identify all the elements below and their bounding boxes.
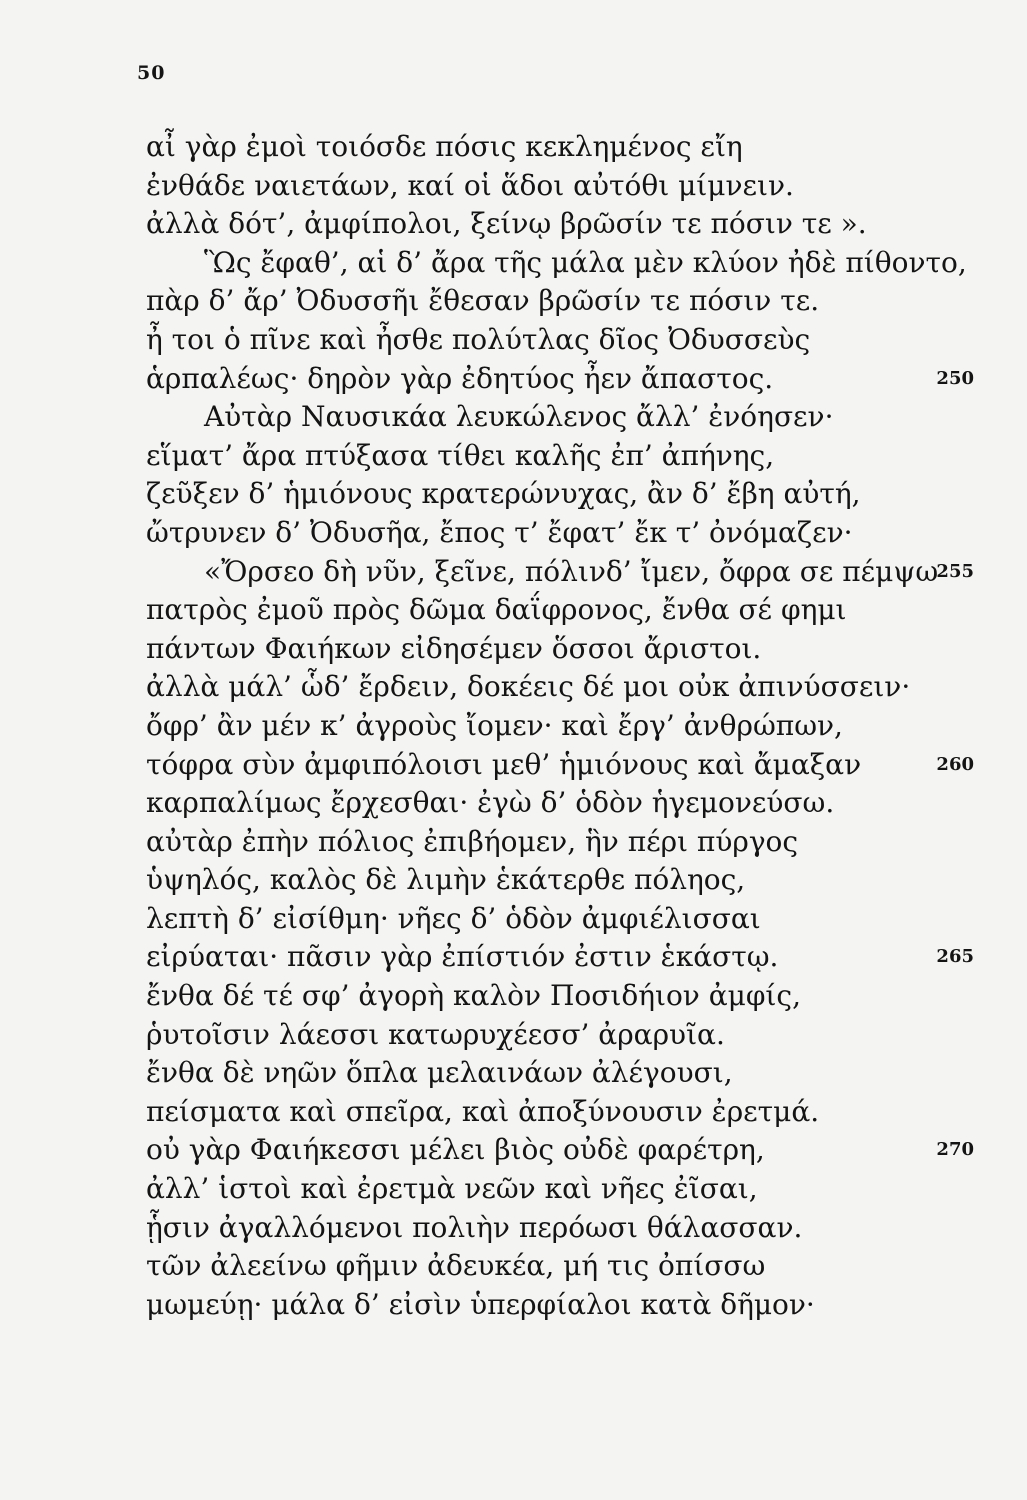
verse-text: πατρὸς ἐμοῦ πρὸς δῶμα δαΐφρονος, ἔνθα σέ φημι [146,593,847,627]
line-number: 255 [936,560,974,582]
verse-line [134,707,974,746]
verse-line [134,398,974,437]
verse-line [134,938,974,977]
line-number: 270 [936,1139,974,1161]
verse-text: οὐ γὰρ Φαιήκεσσι μέλει βιὸς οὐδὲ φαρέτρη, [146,1133,765,1167]
verse-text: Ὣς ἔφαθ’, αἱ δ’ ἄρα τῆς μάλα μὲν κλύον ἠδὲ πίθοντο, [204,245,967,279]
line-number: 260 [936,753,974,775]
verse-text: μωμεύῃ· μάλα δ’ εἰσὶν ὑπερφίαλοι κατὰ δῆμον· [146,1287,815,1321]
verse-text: λεπτὴ δ’ εἰσίθμη· νῆες δ’ ὁδὸν ἀμφιέλισσαι [146,901,761,935]
verse-line [134,128,974,167]
verse-text: πάντων Φαιήκων εἰδησέμεν ὅσσοι ἄριστοι. [146,631,762,665]
page-number: 50 [137,62,166,84]
verse-line [134,591,974,630]
verse-text: ᾗσιν ἀγαλλόμενοι πολιὴν περόωσι θάλασσαν. [146,1210,803,1244]
verse-line [134,1131,974,1170]
verse-line [134,1170,974,1209]
verse-text: εἰρύαται· πᾶσιν γὰρ ἐπίστιόν ἐστιν ἑκάστῳ. [146,940,779,974]
verse-line [134,1286,974,1325]
line-number: 250 [936,367,974,389]
verse-text: ἁρπαλέως· δηρὸν γὰρ ἐδητύος ἦεν ἄπαστος. [146,361,774,395]
verse-text: αὐτὰρ ἐπὴν πόλιος ἐπιβήομεν, ἣν πέρι πύργος [146,824,799,858]
verse-text: ὤτρυνεν δ’ Ὀδυσῆα, ἔπος τ’ ἔφατ’ ἔκ τ’ ὀνόμαζεν· [146,515,853,549]
verse-line [134,282,974,321]
verse-text: τῶν ἀλεείνω φῆμιν ἀδευκέα, μή τις ὀπίσσω [146,1249,766,1283]
verse-line [134,900,974,939]
verse-text: πὰρ δ’ ἄρ’ Ὀδυσσῆι ἔθεσαν βρῶσίν τε πόσιν τε. [146,284,820,318]
verse-line [134,360,974,399]
verse-line [134,321,974,360]
verse-line [134,1209,974,1248]
verse-line [134,630,974,669]
verse-line [134,746,974,785]
line-number: 265 [936,946,974,968]
verse-line [134,977,974,1016]
verse-text: ζεῦξεν δ’ ἡμιόνους κρατερώνυχας, ἂν δ’ ἔβη αὐτή, [146,477,861,511]
verse-text: Αὐτὰρ Ναυσικάα λευκώλενος ἄλλ’ ἐνόησεν· [204,400,834,434]
verse-text: ὑψηλός, καλὸς δὲ λιμὴν ἑκάτερθε πόληος, [146,863,746,897]
verse-text: καρπαλίμως ἔρχεσθαι· ἐγὼ δ’ ὁδὸν ἡγεμονεύσω. [146,786,835,820]
verse-text: ἀλλ’ ἱστοὶ καὶ ἐρετμὰ νεῶν καὶ νῆες ἐῖσαι, [146,1172,758,1206]
verse-line [134,1016,974,1055]
verse-text: ὄφρ’ ἂν μέν κ’ ἀγροὺς ἴομεν· καὶ ἔργ’ ἀνθρώπων, [146,708,843,742]
verse-text: ἔνθα δέ τέ σφ’ ἀγορὴ καλὸν Ποσιδήιον ἀμφίς, [146,979,801,1013]
verse-line [134,1247,974,1286]
verse-text: πείσματα καὶ σπεῖρα, καὶ ἀποξύνουσιν ἐρετμά. [146,1094,820,1128]
verse-line [134,437,974,476]
verse-line [134,514,974,553]
verse-line [134,167,974,206]
verse-text: ἀλλὰ δότ’, ἀμφίπολοι, ξείνῳ βρῶσίν τε πόσιν τε ». [146,207,867,241]
verse-line [134,1054,974,1093]
verse-line [134,475,974,514]
verse-text: ἦ τοι ὁ πῖνε καὶ ἦσθε πολύτλας δῖος Ὀδυσσεὺς [146,322,811,356]
verse-text: ῥυτοῖσιν λάεσσι κατωρυχέεσσ’ ἀραρυῖα. [146,1017,725,1051]
verse-line [134,784,974,823]
verse-line [134,244,974,283]
verse-text: «Ὄρσεο δὴ νῦν, ξεῖνε, πόλινδ’ ἴμεν, ὄφρα σε πέμψω [204,554,939,588]
verse-text: ἀλλὰ μάλ’ ὧδ’ ἔρδειν, δοκέεις δέ μοι οὐκ ἀπινύσσειν· [146,670,911,704]
verse-line [134,861,974,900]
verse-line [134,1093,974,1132]
verse-text: ἐνθάδε ναιετάων, καί οἱ ἅδοι αὐτόθι μίμνειν. [146,168,794,202]
verse-line [134,205,974,244]
verse-line [134,553,974,592]
verse-block [134,128,974,1324]
verse-text: εἵματ’ ἄρα πτύξασα τίθει καλῆς ἐπ’ ἀπήνης, [146,438,775,472]
verse-text: αἶ γὰρ ἐμοὶ τοιόσδε πόσις κεκλημένος εἴη [146,130,743,163]
verse-text: ἔνθα δὲ νηῶν ὅπλα μελαινάων ἀλέγουσι, [146,1056,733,1090]
verse-text: τόφρα σὺν ἀμφιπόλοισι μεθ’ ἡμιόνους καὶ ἄμαξαν [146,747,862,781]
verse-line [134,668,974,707]
verse-line [134,823,974,862]
